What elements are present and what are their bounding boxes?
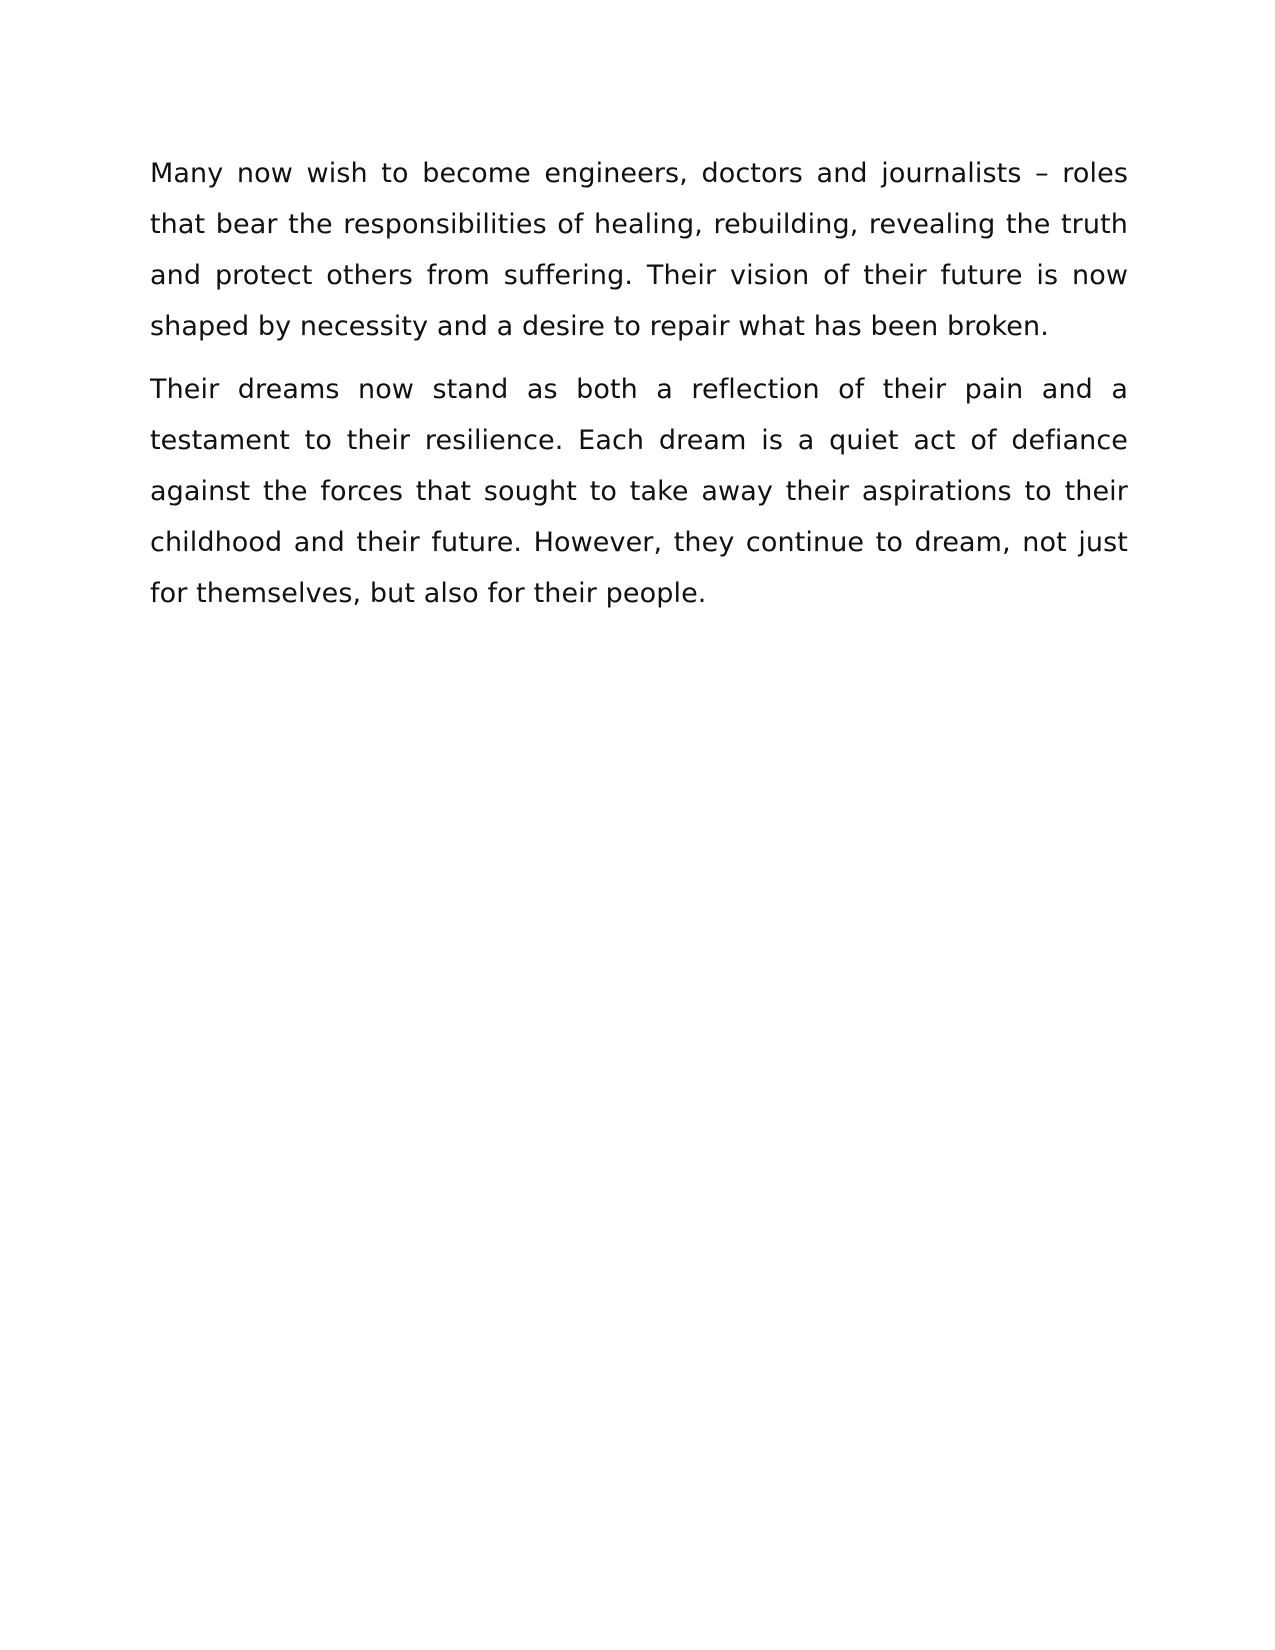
body-text [150,148,1128,631]
paragraph-1: Many now wish to become engineers, doctors and journalists – roles that bear the responsibilities of healing, rebuilding, revealing the truth and protect others from suffering. Their vision of their future is now shaped by necessity and a desire to repair what has been broken. [150,158,1128,342]
paragraph-2: Their dreams now stand as both a reflection of their pain and a testament to their resilience. Each dream is a quiet act of defiance against the forces that sought to take away their aspirations to their childhood and their future. However, they continue to dream, not just for themselves, but also for their people. [150,374,1128,609]
